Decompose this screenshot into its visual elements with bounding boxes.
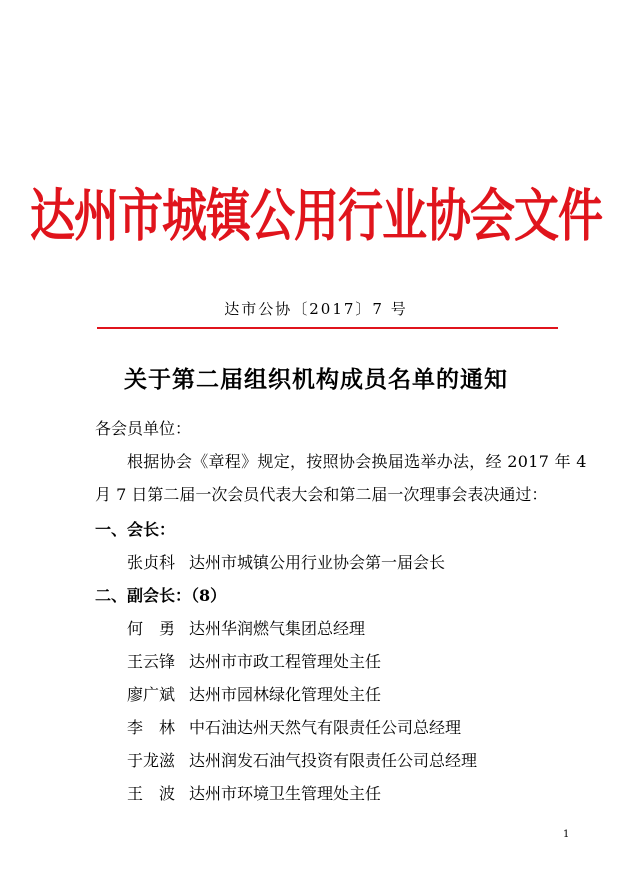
document-header-title: 达州市城镇公用行业协会文件 [29,182,602,249]
document-number: 达市公协〔2017〕7 号 [224,300,408,318]
member-row [127,748,477,771]
member-row [127,682,381,705]
paragraph-line-2: 月 7 日第二届一次会员代表大会和第二届一次理事会表决通过： [95,485,548,504]
member-name: 张贞科 [127,553,176,572]
member-title: 中石油达州天然气有限责任公司总经理 [189,718,462,737]
red-divider [97,327,558,329]
member-row [127,715,461,738]
page-number: 1 [563,829,570,840]
salutation: 各会员单位： [95,419,192,438]
member-name: 李 林 [127,718,176,737]
member-title: 达州润发石油气投资有限责任公司总经理 [189,751,478,770]
member-title: 达州市城镇公用行业协会第一届会长 [189,553,446,572]
member-name: 王云锋 [127,652,176,671]
member-row [127,550,445,573]
member-title: 达州市园林绿化管理处主任 [189,685,382,704]
member-title: 达州市环境卫生管理处主任 [189,784,382,803]
member-name: 何 勇 [127,619,176,638]
section-heading-vice-presidents: 二、副会长：（8） [95,586,227,605]
member-row [127,616,365,639]
member-title: 达州华润燃气集团总经理 [189,619,366,638]
paragraph-line-1: 根据协会《章程》规定，按照协会换届选举办法，经 2017 年 4 [127,452,587,471]
member-name: 于龙滋 [127,751,176,770]
section-heading-president: 一、会长： [95,520,176,539]
member-title: 达州市市政工程管理处主任 [189,652,382,671]
member-row [127,781,381,804]
member-row [127,649,381,672]
member-name: 王 波 [127,784,176,803]
member-name: 廖广斌 [127,685,176,704]
notice-title: 关于第二届组织机构成员名单的通知 [124,366,508,393]
